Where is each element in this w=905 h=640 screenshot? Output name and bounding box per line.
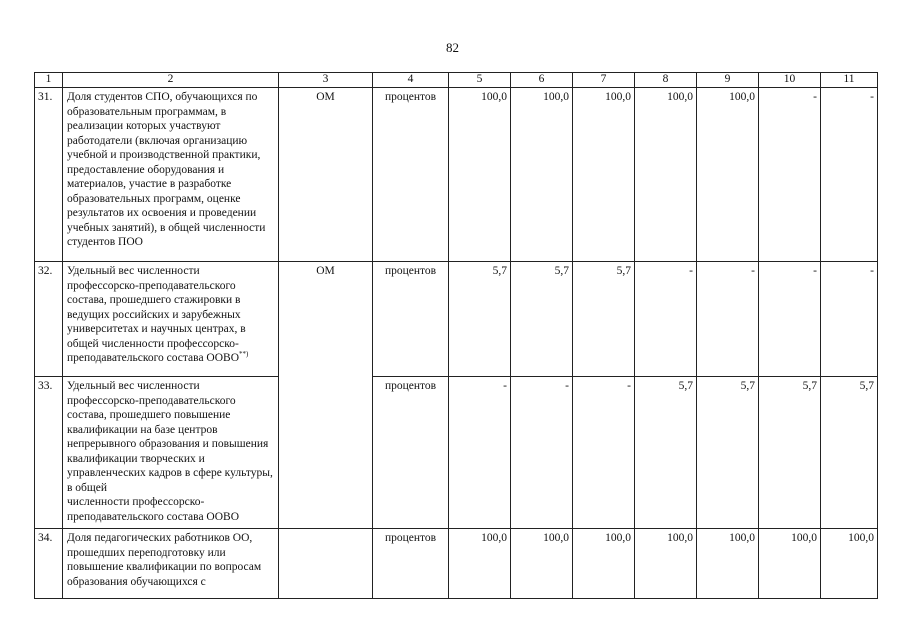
page-number: 82 (446, 40, 459, 55)
header-cell-8: 8 (635, 73, 697, 88)
value-cell: 100,0 (821, 529, 878, 599)
header-cell-1: 1 (35, 73, 63, 88)
value-cell: 5,7 (449, 262, 511, 377)
indicator-unit: процентов (373, 88, 449, 262)
value-cell: 100,0 (759, 529, 821, 599)
indicator-source (279, 529, 373, 599)
indicator-source: ОМ (279, 88, 373, 262)
value-cell: 100,0 (697, 88, 759, 262)
value-cell: - (449, 377, 511, 529)
header-cell-10: 10 (759, 73, 821, 88)
header-cell-9: 9 (697, 73, 759, 88)
value-cell: - (697, 262, 759, 377)
header-cell-5: 5 (449, 73, 511, 88)
indicators-table (34, 72, 878, 599)
row-number: 31. (35, 88, 63, 262)
value-cell: 100,0 (511, 529, 573, 599)
table-row (35, 262, 878, 377)
value-cell: 100,0 (511, 88, 573, 262)
row-number: 34. (35, 529, 63, 599)
value-cell: 5,7 (573, 262, 635, 377)
value-cell: 100,0 (697, 529, 759, 599)
value-cell: 5,7 (821, 377, 878, 529)
row-number: 33. (35, 377, 63, 529)
footnote-mark: **) (239, 350, 249, 359)
value-cell: - (573, 377, 635, 529)
value-cell: 5,7 (511, 262, 573, 377)
table-row (35, 529, 878, 599)
header-cell-11: 11 (821, 73, 878, 88)
value-cell: 5,7 (635, 377, 697, 529)
value-cell: 100,0 (449, 88, 511, 262)
header-cell-7: 7 (573, 73, 635, 88)
indicator-name: Доля педагогических работников ОО, прошедших переподготовку или повышение квалификации по вопросам образования обучающихся с (63, 529, 279, 599)
value-cell: - (759, 262, 821, 377)
value-cell: 100,0 (635, 88, 697, 262)
indicator-source: ОМ (279, 262, 373, 529)
row-number: 32. (35, 262, 63, 377)
header-cell-4: 4 (373, 73, 449, 88)
header-cell-2: 2 (63, 73, 279, 88)
indicator-unit: процентов (373, 262, 449, 377)
value-cell: - (821, 88, 878, 262)
indicator-unit: процентов (373, 377, 449, 529)
value-cell: 100,0 (449, 529, 511, 599)
indicator-name: Доля студентов СПО, обучающихся по образовательным программам, в реализации которых участвуют работодатели (включая организацию учебной и производственной практики, предоставление оборудования и материалов, участие в разработке образовательных программ, оценке результатов их освоения и проведении учебных занятий), в общей численности студентов ПОО (63, 88, 279, 262)
value-cell: 5,7 (697, 377, 759, 529)
value-cell: 5,7 (759, 377, 821, 529)
indicator-unit: процентов (373, 529, 449, 599)
indicator-name (63, 262, 279, 377)
table-row (35, 88, 878, 262)
header-cell-6: 6 (511, 73, 573, 88)
indicator-name-text: Удельный вес численности профессорско-преподавательского состава, прошедшего стажировки в ведущих российских и зарубежных университетах и научных центрах, в общей численности профессорско-преподавательского состава ООВО (67, 265, 246, 364)
value-cell: - (635, 262, 697, 377)
header-cell-3: 3 (279, 73, 373, 88)
header-row (35, 73, 878, 88)
value-cell: 100,0 (573, 529, 635, 599)
value-cell: 100,0 (635, 529, 697, 599)
value-cell: - (821, 262, 878, 377)
table-row (35, 377, 878, 529)
value-cell: 100,0 (573, 88, 635, 262)
value-cell: - (511, 377, 573, 529)
value-cell: - (759, 88, 821, 262)
indicator-name: Удельный вес численности профессорско-преподавательского состава, прошедшего повышение квалификации на базе центров непрерывного образования и повышения квалификации творческих и управленческих кадров в сфере культуры, в общей численности профессорско-преподавательского состава ООВО (63, 377, 279, 529)
